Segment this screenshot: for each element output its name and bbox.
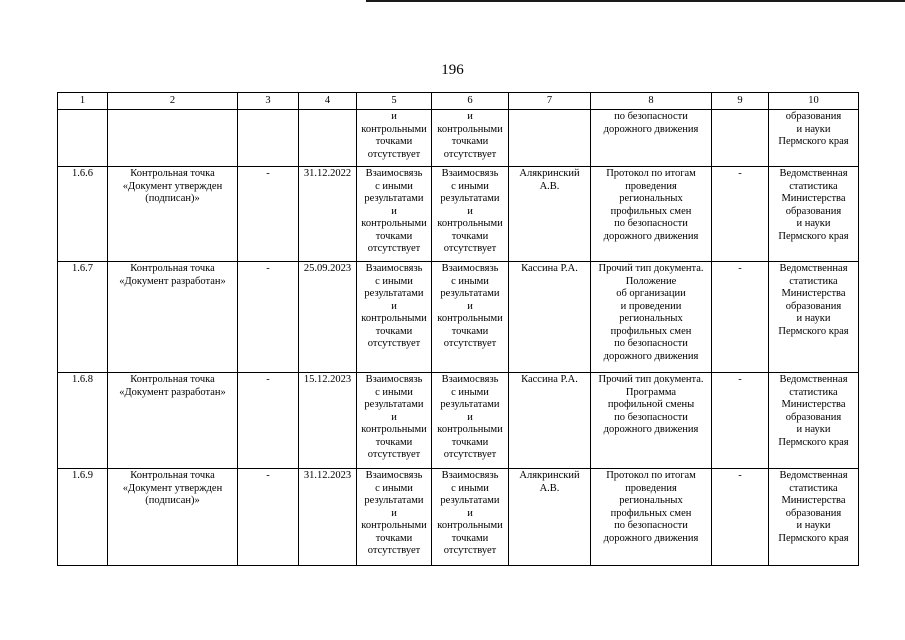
table-cell: - xyxy=(238,469,299,566)
table-cell: - xyxy=(238,373,299,469)
table-cell xyxy=(712,110,769,167)
table-cell: 31.12.2022 xyxy=(299,167,357,262)
table-cell: Прочий тип документа. Программа профильной смены по безопасности дорожного движения xyxy=(591,373,712,469)
table-cell: Контрольная точка «Документ разработан» xyxy=(108,373,238,469)
column-header-10: 10 xyxy=(769,93,859,110)
table-cell: Взаимосвязь с иными результатами и контрольными точками отсутствует xyxy=(432,262,509,373)
column-header-4: 4 xyxy=(299,93,357,110)
table-cell: Взаимосвязь с иными результатами и контрольными точками отсутствует xyxy=(357,373,432,469)
table-cell: - xyxy=(238,262,299,373)
table-cell: 31.12.2023 xyxy=(299,469,357,566)
table-cell: Взаимосвязь с иными результатами и контрольными точками отсутствует xyxy=(357,262,432,373)
table-cell: Взаимосвязь с иными результатами и контрольными точками отсутствует xyxy=(432,373,509,469)
table-cell: Кассина Р.А. xyxy=(509,262,591,373)
table-cell: Алякринский А.В. xyxy=(509,167,591,262)
table-body xyxy=(58,110,859,566)
table-cell: Протокол по итогам проведения региональных профильных смен по безопасности дорожного движения xyxy=(591,167,712,262)
table-row xyxy=(58,167,859,262)
table-cell: Контрольная точка «Документ разработан» xyxy=(108,262,238,373)
column-header-8: 8 xyxy=(591,93,712,110)
column-header-6: 6 xyxy=(432,93,509,110)
column-header-1: 1 xyxy=(58,93,108,110)
table-row xyxy=(58,469,859,566)
document-table xyxy=(57,92,859,566)
table-cell: - xyxy=(712,373,769,469)
table-cell: - xyxy=(712,262,769,373)
table-cell: Протокол по итогам проведения региональных профильных смен по безопасности дорожного движения xyxy=(591,469,712,566)
table-cell: Прочий тип документа. Положение об организации и проведении региональных профильных смен по безопасности дорожного движения xyxy=(591,262,712,373)
column-header-2: 2 xyxy=(108,93,238,110)
table-cell: Взаимосвязь с иными результатами и контрольными точками отсутствует xyxy=(357,167,432,262)
table-cell: Алякринский А.В. xyxy=(509,469,591,566)
table-cell: 15.12.2023 xyxy=(299,373,357,469)
column-header-3: 3 xyxy=(238,93,299,110)
table-cell: 1.6.9 xyxy=(58,469,108,566)
table-cell: - xyxy=(712,167,769,262)
table-cell: образования и науки Пермского края xyxy=(769,110,859,167)
table-cell xyxy=(299,110,357,167)
table-cell: Контрольная точка «Документ утвержден (подписан)» xyxy=(108,469,238,566)
table-cell xyxy=(108,110,238,167)
table-cell: Ведомственная статистика Министерства образования и науки Пермского края xyxy=(769,469,859,566)
table-cell: и контрольными точками отсутствует xyxy=(357,110,432,167)
table-cell: Ведомственная статистика Министерства образования и науки Пермского края xyxy=(769,167,859,262)
table-cell: Ведомственная статистика Министерства образования и науки Пермского края xyxy=(769,262,859,373)
table-cell: Контрольная точка «Документ утвержден (подписан)» xyxy=(108,167,238,262)
table-cell: - xyxy=(238,167,299,262)
page-number: 196 xyxy=(441,62,464,78)
table-cell: Взаимосвязь с иными результатами и контрольными точками отсутствует xyxy=(432,167,509,262)
table-cell: - xyxy=(712,469,769,566)
column-header-9: 9 xyxy=(712,93,769,110)
table-cell: Взаимосвязь с иными результатами и контрольными точками отсутствует xyxy=(357,469,432,566)
table-cell: по безопасности дорожного движения xyxy=(591,110,712,167)
table-row xyxy=(58,373,859,469)
table-cell: 25.09.2023 xyxy=(299,262,357,373)
table-cell: Взаимосвязь с иными результатами и контрольными точками отсутствует xyxy=(432,469,509,566)
table-cell: 1.6.6 xyxy=(58,167,108,262)
column-header-5: 5 xyxy=(357,93,432,110)
table-cell: 1.6.7 xyxy=(58,262,108,373)
table-row xyxy=(58,110,859,167)
table-cell: и контрольными точками отсутствует xyxy=(432,110,509,167)
table-cell xyxy=(238,110,299,167)
table-cell: Кассина Р.А. xyxy=(509,373,591,469)
table-row xyxy=(58,262,859,373)
table-cell: Ведомственная статистика Министерства образования и науки Пермского края xyxy=(769,373,859,469)
top-rule xyxy=(366,0,905,2)
header-row xyxy=(58,93,859,110)
table-cell xyxy=(509,110,591,167)
table-cell: 1.6.8 xyxy=(58,373,108,469)
column-header-7: 7 xyxy=(509,93,591,110)
table-cell xyxy=(58,110,108,167)
